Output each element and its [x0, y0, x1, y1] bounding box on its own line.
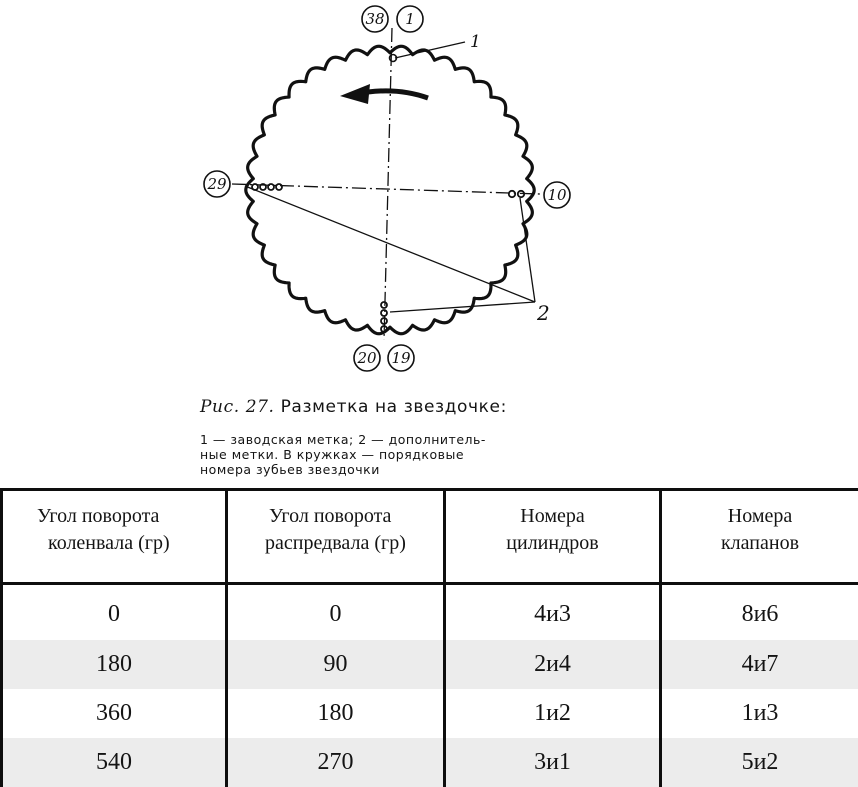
- table-row: [2, 640, 858, 689]
- cell-cylinders: 2и4: [445, 640, 661, 689]
- tooth-label-19: [388, 345, 414, 371]
- svg-text:38: 38: [365, 10, 384, 28]
- cell-cylinders: 1и2: [445, 689, 661, 738]
- cell-cam: 180: [227, 689, 445, 738]
- table-row: [2, 584, 858, 641]
- caption-number: Рис. 27.: [200, 397, 275, 417]
- cell-cam: 90: [227, 640, 445, 689]
- callout-label-2: 2: [536, 301, 550, 325]
- tooth-label-20: [354, 345, 380, 371]
- cell-crank: 360: [2, 689, 227, 738]
- svg-text:29: 29: [206, 175, 227, 193]
- sprocket-marking-diagram: [0, 0, 858, 392]
- table-row: [2, 738, 858, 787]
- header-camshaft-angle: Угол поворота распредвала (гр): [227, 490, 445, 584]
- header-cylinder-numbers: Номера цилиндров: [445, 490, 661, 584]
- caption-title: Разметка на звездочке:: [281, 397, 507, 417]
- cell-crank: 180: [2, 640, 227, 689]
- svg-text:19: 19: [391, 349, 411, 367]
- vertical-axis-line: [384, 28, 392, 340]
- cell-valves: 8и6: [661, 584, 858, 641]
- legend-line-1: 1 — заводская метка; 2 — дополнитель-: [200, 432, 486, 447]
- tooth-label-1: [397, 6, 423, 32]
- tooth-label-29: [204, 171, 230, 197]
- cell-valves: 1и3: [661, 689, 858, 738]
- table-header-row: [2, 490, 858, 584]
- rotation-arrow: [368, 91, 428, 98]
- svg-text:20: 20: [356, 349, 377, 367]
- table-row: [2, 689, 858, 738]
- cell-cylinders: 3и1: [445, 738, 661, 787]
- cell-cam: 270: [227, 738, 445, 787]
- callout-label-1: 1: [470, 32, 481, 52]
- cell-crank: 0: [2, 584, 227, 641]
- cell-cam: 0: [227, 584, 445, 641]
- cell-crank: 540: [2, 738, 227, 787]
- header-valve-numbers: Номера клапанов: [661, 490, 858, 584]
- tooth-label-10: [544, 182, 570, 208]
- cell-cylinders: 4и3: [445, 584, 661, 641]
- cell-valves: 5и2: [661, 738, 858, 787]
- svg-text:1: 1: [405, 10, 415, 28]
- header-crankshaft-angle: Угол поворота коленвала (гр): [2, 490, 227, 584]
- figure-legend: [200, 432, 570, 477]
- figure-caption: [200, 397, 507, 417]
- rotation-arrowhead: [340, 84, 370, 104]
- cell-valves: 4и7: [661, 640, 858, 689]
- valve-timing-table: [0, 488, 858, 787]
- tooth-label-38: [362, 6, 388, 32]
- svg-text:10: 10: [547, 186, 567, 204]
- legend-line-3: номера зубьев звездочки: [200, 462, 380, 477]
- legend-line-2: ные метки. В кружках — порядковые: [200, 447, 464, 462]
